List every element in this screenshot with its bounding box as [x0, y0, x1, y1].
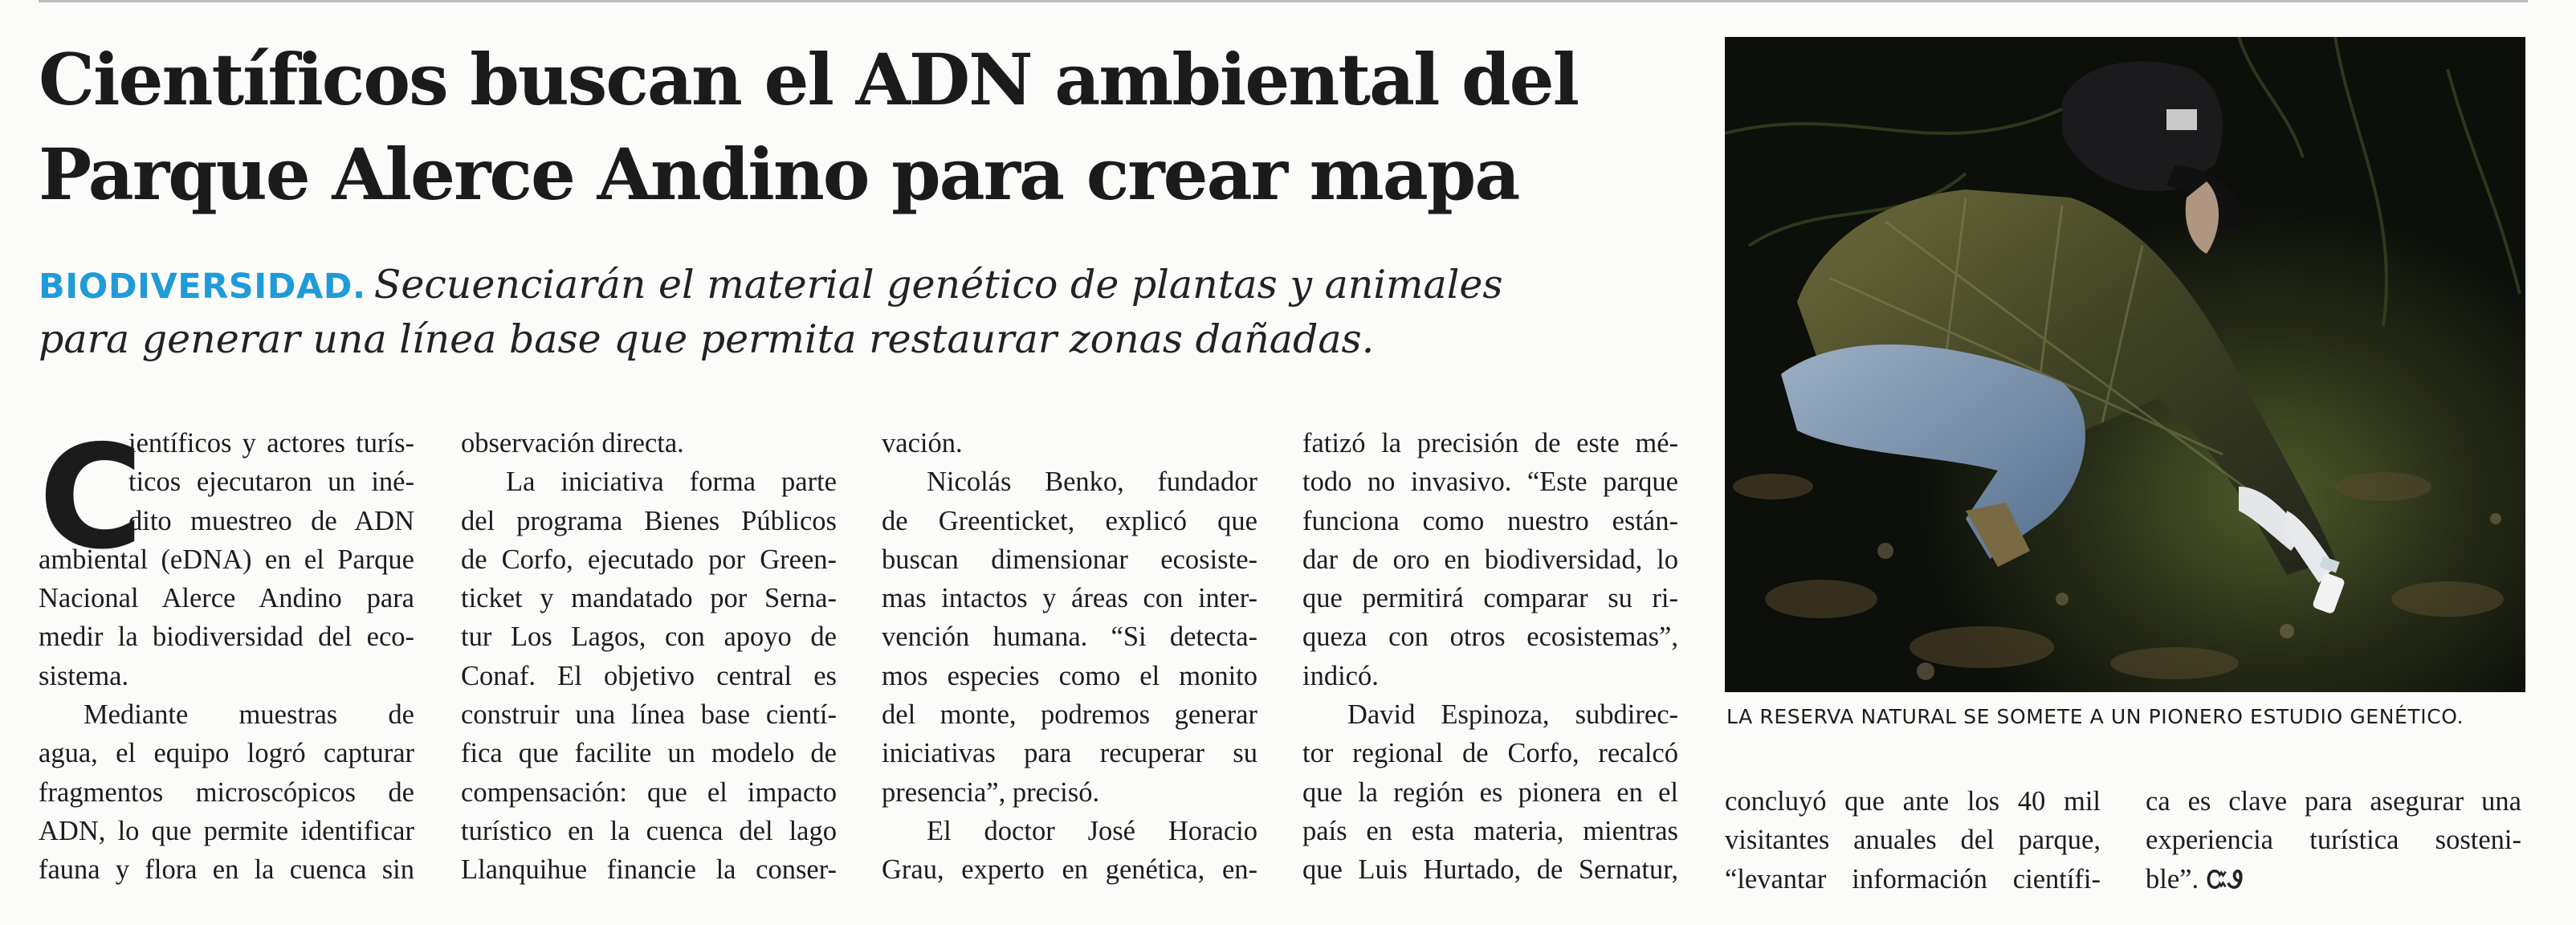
body-line: turístico en la cuenca del lago: [461, 815, 837, 846]
body-line: ADN, lo que permite identificar: [39, 815, 414, 846]
body-column-3: [882, 424, 1257, 890]
deck-text: Secuenciarán el material genético de plantas y animales: [373, 262, 1503, 308]
body-line: del monte, podremos generar: [882, 699, 1257, 731]
body-line: ticos ejecutaron un iné-: [128, 467, 414, 498]
body-line: ambiental (eDNA) en el Parque: [39, 544, 414, 575]
body-line: presencia”, precisó.: [882, 776, 1100, 808]
body-line: mas intactos y áreas con inter-: [882, 583, 1257, 614]
deck: [39, 259, 1677, 366]
body-line: buscan dimensionar ecosiste-: [882, 544, 1257, 575]
drop-cap: C: [39, 414, 144, 581]
body-line: ientíficos y actores turís-: [128, 428, 414, 458]
body-line: ca es clave para asegurar una: [2146, 786, 2521, 817]
body-line: de Greenticket, explicó que: [882, 505, 1257, 536]
body-column-4: [1302, 424, 1678, 890]
body-line: compensación: que el impacto: [461, 776, 837, 808]
body-line: dar de oro en biodiversidad, lo: [1302, 544, 1678, 575]
body-line: fatizó la precisión de este mé-: [1302, 428, 1678, 458]
body-line: medir la biodiversidad del eco-: [39, 621, 414, 653]
body-line: fauna y flora en la cuenca sin: [39, 854, 414, 886]
body-line: Llanquihue financie la conser-: [461, 854, 837, 886]
body-line: agua, el equipo logró capturar: [39, 738, 414, 769]
body-line: tur Los Lagos, con apoyo de: [461, 621, 837, 653]
body-column-6: [2146, 782, 2521, 900]
end-of-article-mark: ᏨᏭ: [2207, 866, 2243, 894]
body-line: El doctor José Horacio: [927, 815, 1257, 846]
body-column-1: [39, 414, 414, 890]
body-line: concluyó que ante los 40 mil: [1725, 786, 2101, 817]
body-line: [2146, 860, 2521, 900]
top-rule: [39, 0, 2528, 2]
body-line: que permitirá comparar su ri-: [1302, 583, 1678, 614]
body-line: ticket y mandatado por Serna-: [461, 583, 837, 614]
photo-researcher-sampling-water: [1725, 37, 2525, 692]
body-line: mos especies como el monito: [882, 660, 1257, 691]
body-line: fica que facilite un modelo de: [461, 738, 837, 769]
body-line: Nicolás Benko, fundador: [927, 467, 1257, 498]
body-line: de Corfo, ejecutado por Green-: [461, 544, 837, 575]
body-line: iniciativas para recuperar su: [882, 738, 1257, 769]
body-line: Mediante muestras de: [84, 699, 414, 731]
body-line-text: ble”.: [2146, 863, 2199, 894]
body-line: “levantar información científi-: [1725, 863, 2101, 894]
body-line: país en esta materia, mientras: [1302, 815, 1678, 846]
body-line: tor regional de Corfo, recalcó: [1302, 738, 1678, 769]
body-line: dito muestreo de ADN: [128, 505, 414, 536]
body-line: Grau, experto en genética, en-: [882, 854, 1257, 886]
body-column-5: [1725, 782, 2101, 899]
body-line: Nacional Alerce Andino para: [39, 583, 414, 614]
body-line: indicó.: [1302, 660, 1379, 691]
body-line: fragmentos microscópicos de: [39, 776, 414, 808]
body-line: sistema.: [39, 660, 129, 691]
deck-line: para generar una línea base que permita restaurar zonas dañadas.: [39, 316, 1375, 362]
body-line: observación directa.: [461, 428, 684, 458]
body-line: que Luis Hurtado, de Sernatur,: [1302, 854, 1678, 886]
headline: [39, 32, 1677, 222]
photo-caption: LA RESERVA NATURAL SE SOMETE A UN PIONERO ESTUDIO GENÉTICO.: [1726, 705, 2464, 728]
body-line: La iniciativa forma parte: [506, 467, 837, 498]
body-line: vención humana. “Si detecta-: [882, 621, 1257, 653]
body-line: visitantes anuales del parque,: [1725, 825, 2101, 856]
body-column-2: [461, 424, 837, 890]
deck-line: [39, 259, 1677, 313]
body-line: Conaf. El objetivo central es: [461, 660, 837, 691]
body-line: funciona como nuestro están-: [1302, 505, 1678, 536]
body-line: del programa Bienes Públicos: [461, 505, 837, 536]
body-line: queza con otros ecosistemas”,: [1302, 621, 1678, 653]
body-line: construir una línea base cientí-: [461, 699, 837, 731]
headline-line: Parque Alerce Andino para crear mapa: [39, 132, 1519, 216]
body-line: experiencia turística sosteni-: [2146, 825, 2521, 856]
body-line: todo no invasivo. “Este parque: [1302, 467, 1678, 498]
headline-line: Científicos buscan el ADN ambiental del: [39, 38, 1578, 121]
body-line: David Espinoza, subdirec-: [1347, 699, 1678, 731]
section-kicker: BIODIVERSIDAD.: [39, 267, 366, 307]
body-line: que la región es pionera en el: [1302, 776, 1678, 808]
body-line: vación.: [882, 428, 963, 458]
